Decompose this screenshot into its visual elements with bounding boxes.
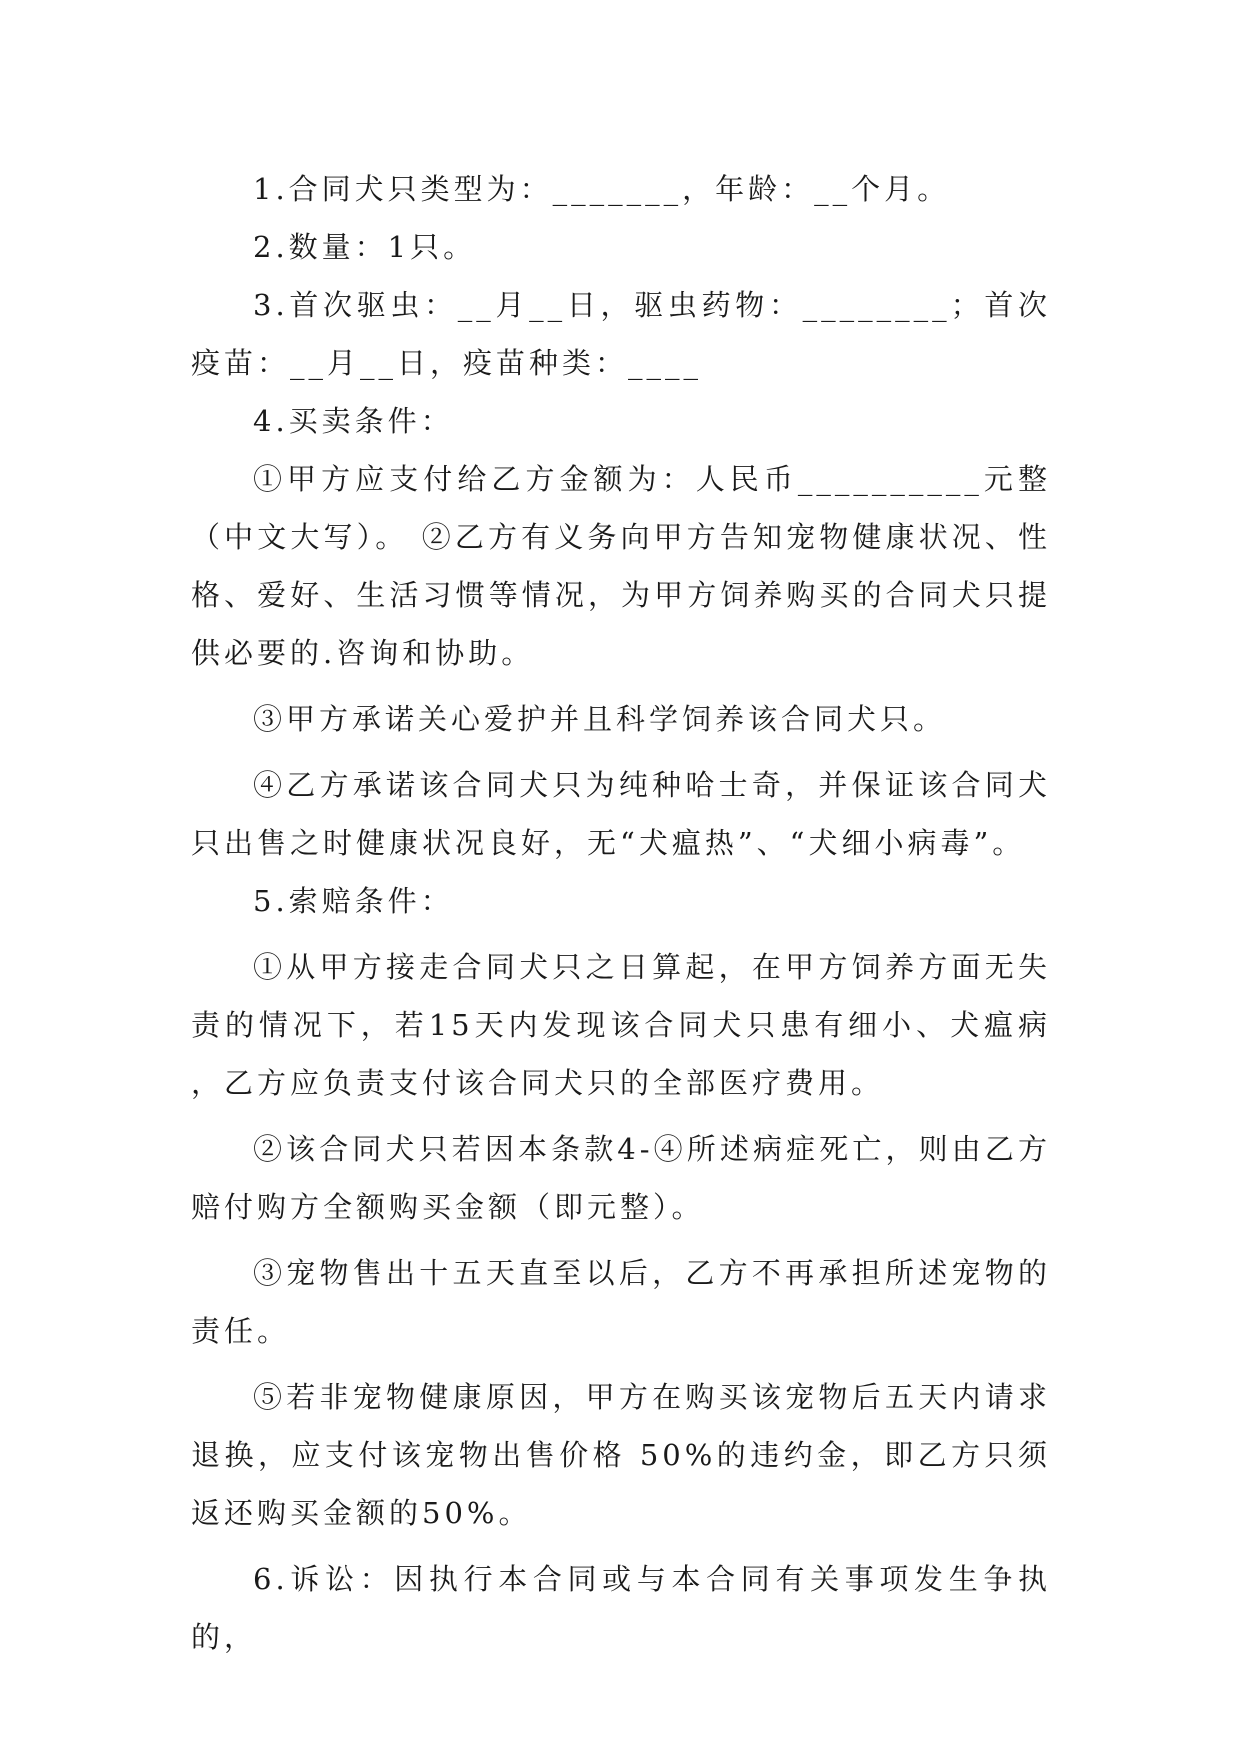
clause-5-heading: 5.索赔条件：	[253, 884, 454, 918]
clause-4-item-4: ④乙方承诺该合同犬只为纯种哈士奇，并保证该合同犬只出售之时健康状况良好，无“犬瘟热”、“犬细小病毒”。	[191, 768, 1051, 860]
clause-5-item-3: ③宠物售出十五天直至以后，乙方不再承担所述宠物的责任。	[191, 1256, 1051, 1348]
clause-6-litigation: 6.诉讼：因执行本合同或与本合同有关事项发生争执的，	[191, 1562, 1051, 1654]
clause-5-item-1: ①从甲方接走合同犬只之日算起，在甲方饲养方面无失责的情况下，若15天内发现该合同犬只患有细小、犬瘟病 ，乙方应负责支付该合同犬只的全部医疗费用。	[191, 950, 1051, 1100]
clause-5-item-2: ②该合同犬只若因本条款4-④所述病症死亡，则由乙方赔付购方全额购买金额（即元整）。	[191, 1132, 1051, 1224]
clause-1-dog-type: 1.合同犬只类型为：_______，年龄：__个月。	[253, 172, 951, 206]
clause-5-item-5: ⑤若非宠物健康原因，甲方在购买该宠物后五天内请求退换，应支付该宠物出售价格 50%的违约金，即乙方只须返还购买金额的50%。	[191, 1380, 1051, 1530]
clause-4-heading: 4.买卖条件：	[253, 404, 454, 438]
clause-4-item-1-2: ①甲方应支付给乙方金额为：人民币__________元整（中文大写）。 ②乙方有义务向甲方告知宠物健康状况、性格、爱好、生活习惯等情况，为甲方饲养购买的合同犬只提供必要的.咨询和协助。	[191, 462, 1051, 670]
clause-2-quantity: 2.数量：1只。	[253, 230, 477, 264]
contract-body	[191, 160, 1051, 1666]
clause-4-item-3: ③甲方承诺关心爱护并且科学饲养该合同犬只。	[253, 702, 947, 736]
clause-3-deworming-vaccine: 3.首次驱虫：__月__日，驱虫药物：________；首次疫苗：__月__日，疫苗种类：____	[191, 288, 1051, 380]
